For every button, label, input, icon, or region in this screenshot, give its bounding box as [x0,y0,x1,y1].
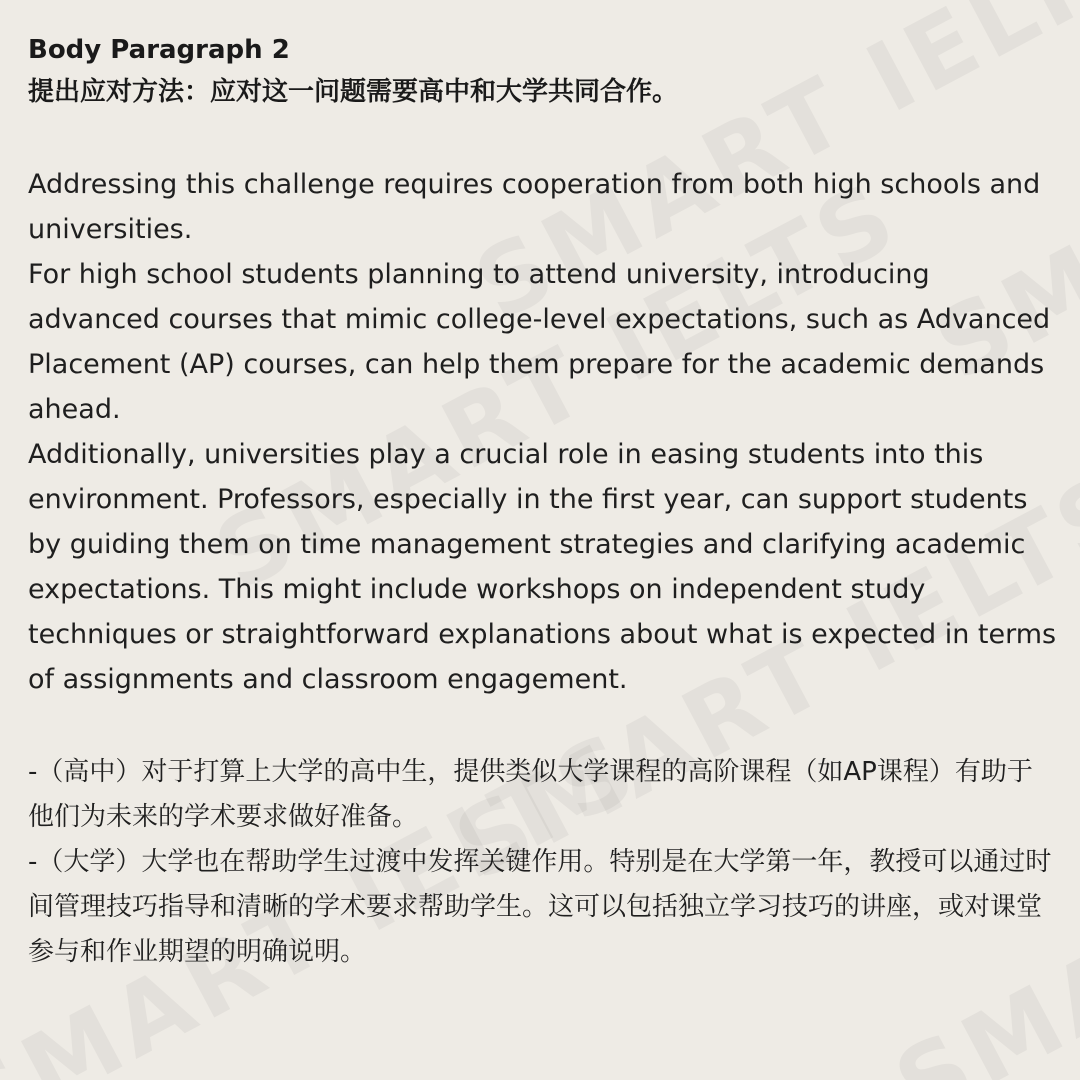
english-paragraph-university: Additionally, universities play a crucial role in easing students into this environment. Professors, especially in the first year, can support students by guiding them on time management strategies and clarifying academic expectations. This might include workshops on independent study techniques or straightforward explanations about what is expected in terms of assignments and classroom engagement. [28,439,1057,695]
chinese-summary [28,750,1058,975]
chinese-point-university: -（大学）大学也在帮助学生过渡中发挥关键作用。特别是在大学第一年，教授可以通过时间管理技巧指导和清晰的学术要求帮助学生。这可以包括独立学习技巧的讲座，或对课堂参与和作业期望的明确说明。 [28,847,1052,967]
document-content [28,30,1058,975]
section-subheading: 提出应对方法：应对这一问题需要高中和大学共同合作。 [28,77,679,107]
chinese-point-high-school: -（高中）对于打算上大学的高中生，提供类似大学课程的高阶课程（如AP课程）有助于他们为未来的学术要求做好准备。 [28,757,1033,832]
section-heading: Body Paragraph 2 [28,35,290,65]
english-paragraph-intro: Addressing this challenge requires cooperation from both high schools and universities. [28,169,1041,245]
english-body [28,162,1058,702]
english-paragraph-high-school: For high school students planning to attend university, introducing advanced courses that mimic college-level expectations, such as Advanced Placement (AP) courses, can help them prepare for the academic demands ahead. [28,259,1051,425]
